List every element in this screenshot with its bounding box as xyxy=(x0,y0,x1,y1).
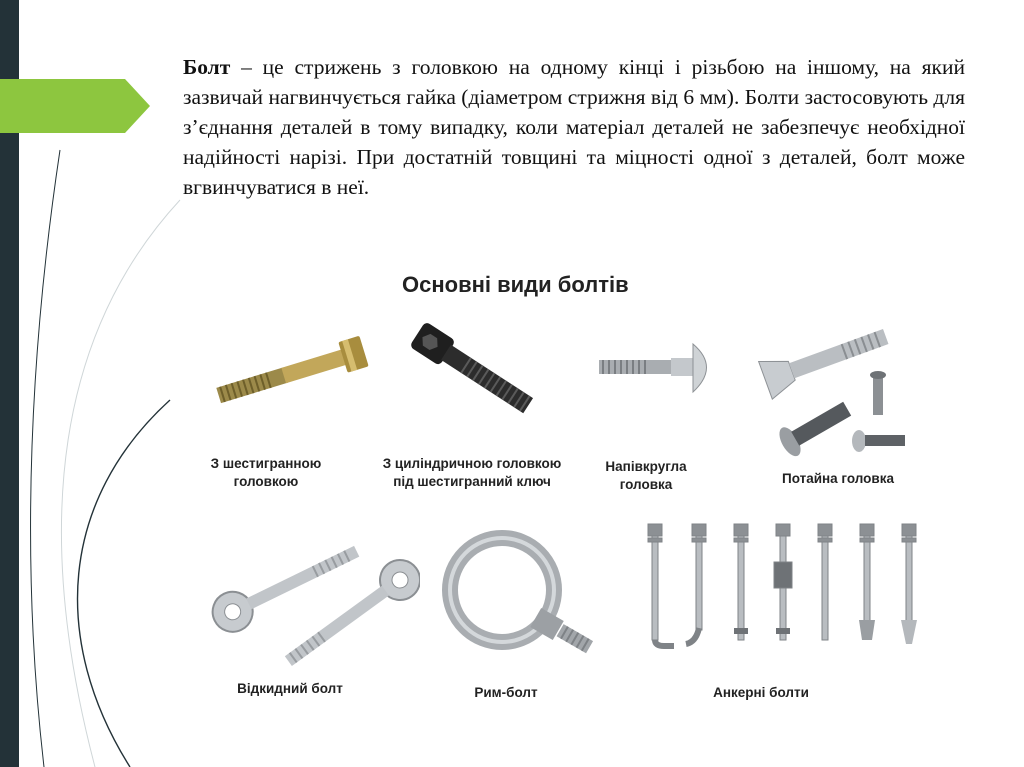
caption-round-line1: Напівкругла xyxy=(605,459,687,474)
caption-socket-line2: під шестигранний ключ xyxy=(393,474,551,489)
caption-round-bolt xyxy=(596,458,696,494)
anchor-bolts-image xyxy=(640,520,940,650)
caption-socket-bolt xyxy=(362,455,582,491)
figure-title: Основні види болтів xyxy=(402,272,629,297)
caption-countersunk: Потайна головка xyxy=(781,471,894,486)
caption-socket-line1: З циліндричною головкою xyxy=(382,456,562,471)
term-bolt: Болт xyxy=(183,55,231,79)
green-arrow-tab xyxy=(0,79,150,133)
countersunk-bolts-image xyxy=(755,315,905,460)
caption-hex-bolt xyxy=(196,455,336,491)
caption-hex-line1: З шестигранною xyxy=(210,456,322,471)
definition-text: – це стрижень з головкою на одному кінці і різьбою на іншому, на який зазвичай нагвинчується гайка (діаметром стрижня від 6 мм). Болти застосовують для з’єднання деталей в тому випадку, коли матеріал деталей не забезпечує необхідної надійності нарізі. При достатній товщині та міцності одної з деталей, болт може вгвинчуватися в неї. xyxy=(183,55,965,199)
caption-anchor-bolts: Анкерні болти xyxy=(713,685,809,700)
ring-bolt-image xyxy=(430,525,595,675)
socket-head-bolt-image xyxy=(405,318,545,423)
round-head-bolt-image xyxy=(595,338,720,398)
caption-ring-bolt: Рим-болт xyxy=(474,685,538,700)
caption-eye-bolt: Відкидний болт xyxy=(237,681,343,696)
definition-paragraph xyxy=(183,52,965,202)
caption-hex-line2: головкою xyxy=(233,474,299,489)
hex-head-bolt-image xyxy=(205,325,380,420)
caption-round-line2: головка xyxy=(619,477,673,492)
eye-bolts-image xyxy=(195,520,420,675)
